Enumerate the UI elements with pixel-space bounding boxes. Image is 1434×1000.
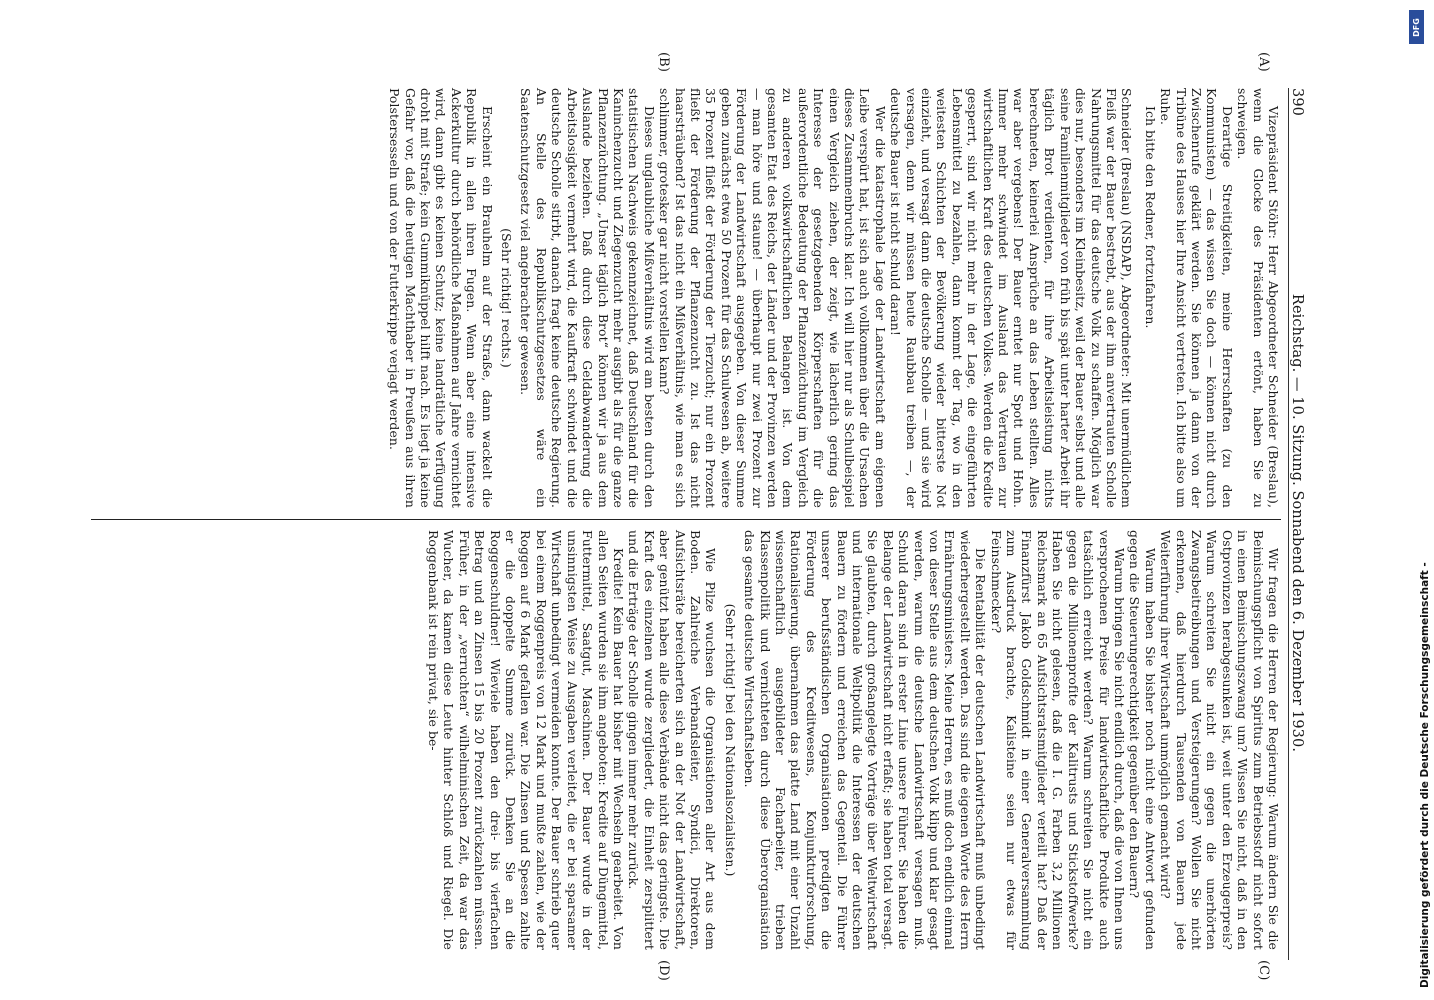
digitization-credit: Digitalisierung gefördert durch die Deutsche Forschungsgemeinschaft - <box>1419 562 1431 988</box>
paragraph: Derartige Streitigkeiten, meine Herrschaften (zu den Kommunisten) — das wissen Sie doch — können nicht durch Zwischenrufe geklärt werden. Sie können ja dann von der Tribüne des Hauses hier Ihre Ansicht vertreten. Ich bitte also um Ruhe. <box>1158 88 1235 508</box>
paragraph: Kredite! Kein Bauer hat bisher mit Wechseln gearbeitet. Von allen Seiten wurden sie ihm angeboten: Kredite auf Düngemittel, Futtermittel, Saatgut, Maschinen. Der Bauer wurde in der unsinnigsten Weise zu Ausgaben verleitet, die er bei sparsamer Wirtschaft unbedingt vermeiden konnte. Der Bauer schrieb quer bei einem Roggenpreis von 12 Mark und mußte zahlen, wie der Roggen auf 6 Mark gefallen war. Die Zinsen und Spesen zahlte er die doppelte Summe zurück. Denken Sie an die Roggenschuldner! Wieviele haben den drei- bis vierfachen Betrag und an Zinsen 15 bis 20 Prozent zurückzahlen müssen. Früher, in der „verruchten“ wilhelminischen Zeit, da war das Wucher, da kamen diese Leute hinter Schloß und Riegel. Die Roggenbank ist rein privat, sie be- <box>426 530 626 950</box>
margin-marker-c: (C) <box>1256 960 1271 981</box>
paragraph: Vizepräsident Stöhr: Herr Abgeordneter Schneider (Breslau), wenn die Glocke des Präsidenten ertönt, haben Sie zu schweigen. <box>1235 88 1281 508</box>
paragraph: Warum bringen Sie nicht endlich durch, daß die von Ihnen uns versprochenen Preise für landwirtschaftliche Produkte auch tatsächlich erreicht werden? Warum schreiten Sie nicht ein gegen die Millionenprofite der Kalitrusts und Stickstoffwerke? Haben Sie nicht gelesen, daß die I. G. Farben 3,2 Millionen Reichsmark an 65 Aufsichtsratsmitglieder verteilt hat? Daß der Finanzfürst Jakob Goldschmidt in einer Generalversammlung zum Ausdruck brachte, Kalisteine seien nur etwas für Feinschmecker? <box>988 530 1127 950</box>
running-title: Reichstag. — 10. Sitzung. Sonnabend den 6. Dezember 1930. <box>1289 293 1306 753</box>
column-divider <box>91 519 1281 520</box>
dfg-logo: DFG <box>1409 10 1424 44</box>
paragraph: Wir fragen die Herren der Regierung: Warum ändern Sie die Beimischungspflicht von Spiritus zum Betriebsstoff nicht sofort in einen Beimischungszwang um? Wissen Sie nicht, daß in den Ostprovinzen herabgesunken ist, weit unter den Erzeugerpreis? Warum schreiten Sie nicht ein gegen die unerhörten Zwangsbeitreibungen und Versteigerungen? Wollen Sie nicht erkennen, daß hierdurch Tausenden von Bauern jede Weiterführung ihrer Wirtschaft unmöglich gemacht wird? <box>1158 530 1281 950</box>
paragraph: Dieses unglaubliche Mißverhältnis wird am besten durch den statistischen Nachweis gekennzeichnet, daß Deutschland für die Kaninchenzucht und Ziegenzucht mehr ausgibt als für die ganze Pflanzenzüchtung. „Unser täglich Brot“ können wir ja aus dem Auslande beziehen. Daß durch diese Geldabwanderung die Arbeitslosigkeit vermehrt wird, die Kaufkraft schwindet und die deutsche Scholle stirbt, danach fragt keine deutsche Regierung. An Stelle des Republikschutzgesetzes wäre ein Saatenschutzgesetz viel angebrachter gewesen. <box>518 88 657 508</box>
page-number: 390 <box>1289 88 1306 116</box>
rotated-page <box>83 52 1311 981</box>
interjection: (Sehr richtig! bei den Nationalsozialisten.) <box>722 603 738 877</box>
margin-marker-b: (B) <box>656 52 671 72</box>
digitization-stamp <box>1405 8 1431 992</box>
paragraph: Warum haben Sie bisher noch nicht eine Antwort gefunden gegen die Steuerungerechtigkeit gegenüber den Bauern? <box>1127 530 1158 950</box>
interjection: (Sehr richtig! rechts.) <box>499 228 515 368</box>
paragraph: Wer die katastrophale Lage der Landwirtschaft am eigenen Leibe verspürt hat, ist sich auch vollkommen über die Ursachen dieses Zusammenbruchs klar. Ich will hier nur als Schulbeispiel einen Vergleich ziehen, der zeigt, wie lächerlich gering das Interesse der gesetzgebenden Körperschaften für die außerordentliche Bedeutung der Pflanzenzüchtung im Vergleich zu anderen volkswirtschaftlichen Belangen ist. Von dem gesamten Etat des Reichs, der Länder und der Provinzen werden — man höre und staune! — überhaupt nur zwei Prozent zur Förderung der Landwirtschaft ausgegeben. Von dieser Summe geben zunächst etwa 50 Prozent für das Schulwesen ab, weitere 35 Prozent fließt der Förderung der Tierzucht; nur ein Prozent fließt der Förderung der Pflanzenzucht zu. Ist das nicht haarsträubend? Ist das nicht ein Mißverhältnis, wie man es sich schlimmer, grotesker gar nicht vorstellen kann? <box>657 88 888 508</box>
margin-marker-d: (D) <box>656 960 671 981</box>
paragraph: Die Rentabilität der deutschen Landwirtschaft muß unbedingt wiederhergestellt werden. Das sind die eigenen Worte des Herrn Ernährungsministers. Meine Herren, es muß doch endlich einmal von dieser Stelle aus dem deutschen Volk klipp und klar gesagt werden, warum die deutsche Landwirtschaft versagen muß. Schuld daran sind in erster Linie unsere Führer. Sie haben die Belange der Landwirtschaft nicht erfaßt; sie haben total versagt. Sie glaubten, durch großangelegte Vorträge über Weltwirtschaft und internationale Weltpolitik die Interessen der deutschen Bauern zu fördern und erreichen das Gegenteil. Die Führer unserer berufsständischen Organisationen predigten die Förderung des Kreditwesens, Konjunkturforschung, Rationalisierung, übernahmen das platte Land mit einer Unzahl wissenschaftlich ausgebildeter Facharbeiter, trieben Klassenpolitik und vernichteten durch diese Überorganisation das gesamte deutsche Wirtschaftsleben. <box>742 530 989 950</box>
right-column <box>426 530 1281 950</box>
paragraph: Erscheint ein Brauhelm auf der Straße, dann wackelt die Republik in allen ihren Fugen. Wenn aber eine intensive Ackerkultur durch behördliche Maßnahmen auf Jahre vernichtet wird, dann gibt es keinen Schutz; keine landrätliche Verfügung droht mit Strafe; kein Gummiknüppel hilft nach. Es liegt ja keine Gefahr vor, daß die heutigen Machthaber in Preußen aus ihren Polstersesseln und von der Futterkrippe verjagt werden. <box>387 88 495 508</box>
paragraph: Wie Pilze wuchsen die Organisationen aller Art aus dem Boden. Zahlreiche Verbandsleiter, Syndici, Direktoren, Aufsichtsräte bereicherten sich an der Not der Landwirtschaft, aber genützt haben alle diese Verbände nicht das geringste. Die Kraft des einzelnen wurde zergliedert, die Einheit zersplittert und die Erträge der Scholle gingen immer mehr zurück. <box>626 530 719 950</box>
page-header <box>1288 88 1311 960</box>
speech-paragraph: Schneider (Breslau) (NSDAP), Abgeordneter: Mit unermüdlichem Fleiß war der Bauer bestrebt, aus der ihm anvertrauten Scholle Nahrungsmittel für das deutsche Volk zu schaffen. Möglich war dies nur, besonders im Kleinbesitz, weil der Bauer selbst und alle seine Familienmitglieder von früh bis spät unter harter Arbeit ihr täglich Brot verdienten, für ihre Arbeitsleistung nichts berechneten, keinerlei Ansprüche an das Leben stellten. Alles war aber vergebens! Der Bauer erntet nur Spott und Hohn. Immer mehr schwindet im Ausland das Vertrauen zur wirtschaftlichen Kraft des deutschen Volkes. Werden die Kredite gesperrt, sind wir nicht mehr in der Lage, die eingeführten Lebensmittel zu bezahlen, dann kommt der Tag, wo in den weitesten Schichten der Bevölkerung wieder bitterste Not einzieht, und versagt dann die deutsche Scholle — und sie wird versagen, denn wir müssen heute Raubbau treiben —, der deutsche Bauer ist nicht schuld daran! <box>888 88 1135 508</box>
margin-marker-a: (A) <box>1256 52 1271 72</box>
left-column <box>387 88 1281 508</box>
paragraph: Ich bitte den Redner, fortzufahren. <box>1142 106 1158 329</box>
